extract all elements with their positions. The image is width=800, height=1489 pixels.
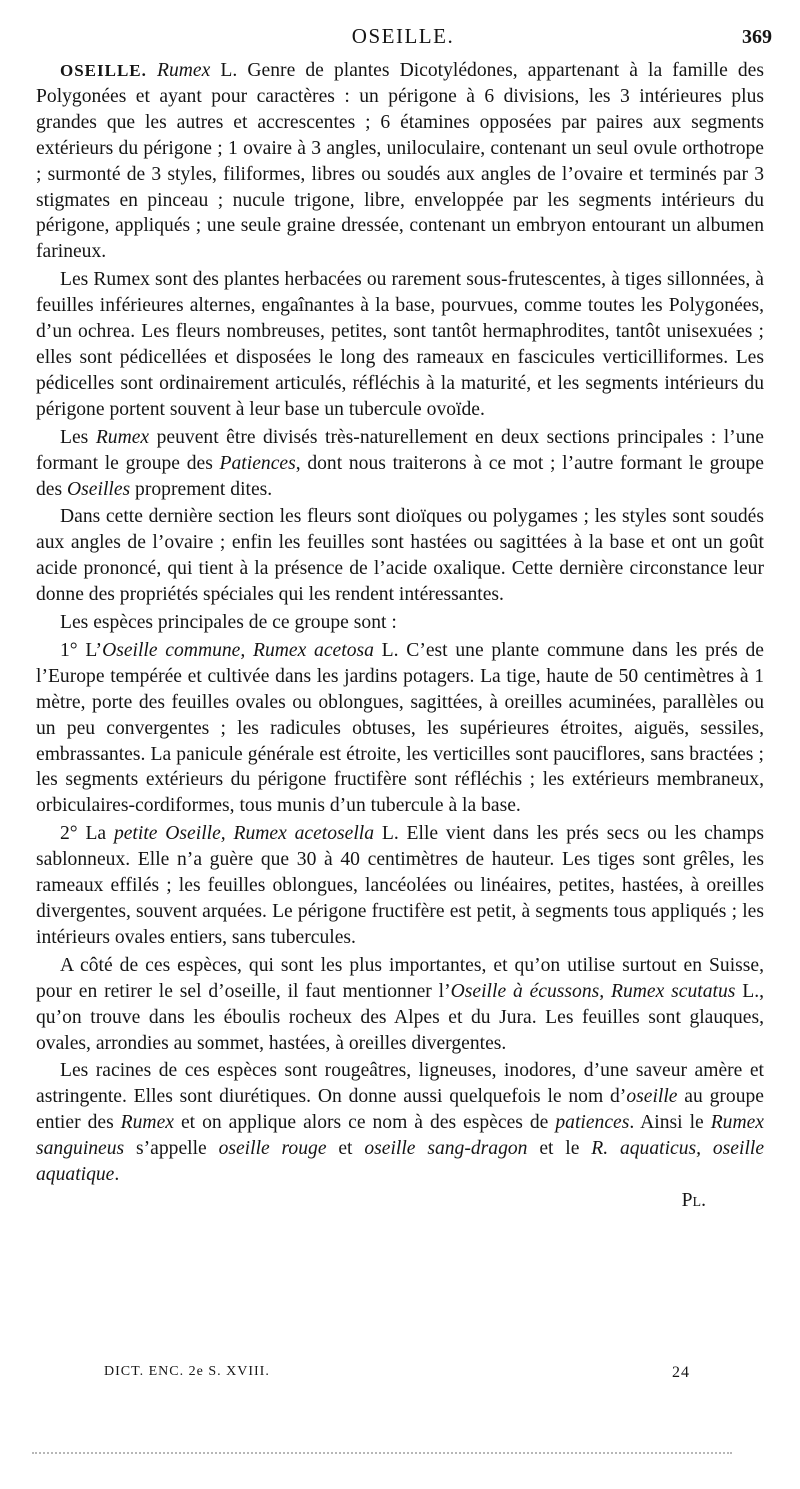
italic-run: oseille sang-dragon — [364, 1138, 528, 1160]
page-footer — [104, 1364, 690, 1388]
paragraph-species-1 — [36, 638, 764, 819]
text-run: . Ainsi le — [629, 1112, 711, 1134]
text-run: Les racines de ces espèces sont rougeâtres, ligneuses, inodores, d’une saveur amère et astringente. Elles sont diurétiques. On donne aussi quelquefois le nom d’ — [36, 1060, 764, 1108]
italic-run: Oseille à écussons, Rumex scutatus — [450, 980, 736, 1002]
italic-run: petite Oseille, Rumex acetosella — [113, 823, 375, 845]
italic-run: Oseille commune, Rumex acetosa — [102, 639, 374, 661]
page-number: 369 — [742, 26, 772, 48]
running-head — [34, 24, 772, 54]
text-run: 1° L’ — [60, 639, 103, 661]
entry-headword: OSEILLE. — [60, 61, 147, 80]
paragraph-text: L. Genre de plantes Dicotylédones, appartenant à la famille des Polygonées et ayant pour caractères : un périgone à 6 divisions, les 3 intérieures plus grandes que les autres et accrescentes ; 6 étamines opposées par paires aux segments extérieurs du périgone ; 1 ovaire à 3 angles, uniloculaire, contenant un seul ovule orthotrope ; surmonté de 3 styles, filiformes, libres ou soudés aux angles de l’ovaire et terminés par 3 stigmates en pinceau ; nucule trigone, libre, enveloppée par les segments intérieurs du périgone, appliqués ; une seule graine dressée, contenant un embryon entourant un albumen farineux. — [36, 60, 764, 263]
text-run: et on applique alors ce nom à des espèces de — [173, 1112, 556, 1134]
author-signature: Pl. — [681, 1189, 706, 1211]
italic-run: patiences — [555, 1112, 630, 1134]
text-run: . — [114, 1164, 120, 1186]
paragraph-oseilles-section: Dans cette dernière section les fleurs sont dioïques ou polygames ; les styles sont soudés aux angles de l’ovaire ; enfin les feuilles sont hastées ou sagittées à la base et ont un goût acide prononcé, qui tient à la présence de l’acide oxalique. Cette dernière circonstance leur donne des propriétés spéciales qui les rendent intéressantes. — [36, 506, 764, 606]
text-run: peuvent être divisés très-naturellement en deux sections principales : l’une formant le groupe des — [36, 426, 764, 474]
italic-run: Rumex — [95, 426, 150, 448]
italic-run: Rumex sanguineus — [36, 1112, 764, 1160]
italic-run: R. aquaticus, oseille aquatique — [36, 1138, 765, 1186]
text-run: proprement dites. — [130, 478, 273, 500]
italic-run: Rumex — [120, 1112, 174, 1134]
text-run: et — [326, 1138, 365, 1160]
footer-gathering-number: 24 — [672, 1364, 690, 1381]
italic-run: Patiences — [219, 452, 296, 474]
paragraph-definition — [36, 58, 764, 265]
bottom-dotted-rule — [32, 1452, 732, 1454]
paragraph-sections — [36, 425, 764, 503]
genus-name: Rumex — [157, 60, 211, 81]
paragraph-description: Les Rumex sont des plantes herbacées ou rarement sous-frutescentes, à tiges sillonnées, à feuilles inférieures alternes, engaînantes à la base, pourvues, comme toutes les Polygonées, d’un ochrea. Les fleurs nombreuses, petites, sont tantôt hermaphrodites, tantôt unisexuées ; elles sont pédicellées et disposées le long des rameaux en fascicules verticilliformes. Les pédicelles sont ordinairement articulés, réfléchis à la maturité, et les segments intérieurs du périgone portent souvent à leur base un tubercule ovoïde. — [36, 269, 764, 420]
italic-run: oseille rouge — [218, 1138, 327, 1160]
signature-line — [36, 1188, 764, 1214]
italic-run: Oseilles — [67, 478, 131, 500]
text-run: Les — [60, 426, 96, 448]
page-title: OSEILLE. — [351, 24, 455, 48]
text-run: , dont nous traiterons à ce mot ; l’autre formant le groupe des — [36, 452, 764, 500]
italic-run: oseille — [626, 1086, 678, 1108]
paragraph-species-3 — [36, 953, 764, 1057]
paragraph-species-2 — [36, 821, 764, 951]
paragraph-species-intro: Les espèces principales de ce groupe sont : — [60, 612, 397, 634]
text-run: et le — [527, 1138, 592, 1160]
text-run: s’appelle — [124, 1138, 219, 1160]
paragraph-roots — [36, 1058, 764, 1213]
text-run: A côté de ces espèces, qui sont les plus importantes, et qu’on utilise surtout en Suisse, pour en retirer le sel d’oseille, il faut mentionner l’ — [36, 954, 764, 1002]
text-run: L., qu’on trouve dans les éboulis rocheux des Alpes et du Jura. Les feuilles sont glauques, ovales, arrondies au sommet, hastées, à oreilles divergentes. — [36, 980, 764, 1054]
footer-signature-mark: DICT. ENC. 2e S. XVIII. — [104, 1364, 270, 1379]
text-run: au groupe entier des — [36, 1086, 764, 1134]
text-run: L. C’est une plante commune dans les prés de l’Europe tempérée et cultivée dans les jardins potagers. La tige, haute de 50 centimètres à 1 mètre, porte des feuilles ovales ou oblongues, sagittées, à oreilles acuminées, parallèles ou un peu convergentes ; les radicules obtuses, les supérieures étroites, aiguës, sessiles, embrassantes. La panicule générale est étroite, les verticilles sont pauciflores, sans bractées ; les segments extérieurs du périgone fructifère sont réfléchis ; les extérieurs membraneux, orbiculaires-cordiformes, tous munis d’un tubercule à la base. — [36, 639, 765, 817]
text-run: 2° La — [60, 823, 114, 845]
text-run: L. Elle vient dans les prés secs ou les champs sablonneux. Elle n’a guère que 30 à 40 centimètres de hauteur. Les tiges sont grêles, les rameaux effilés ; les feuilles oblongues, lancéolées ou linéaires, petites, hastées, à oreilles divergentes, souvent arquées. Le périgone fructifère est petit, à segments tous appliqués ; les intérieurs ovales entiers, sans tubercules. — [36, 823, 764, 948]
article-body — [36, 58, 764, 1216]
